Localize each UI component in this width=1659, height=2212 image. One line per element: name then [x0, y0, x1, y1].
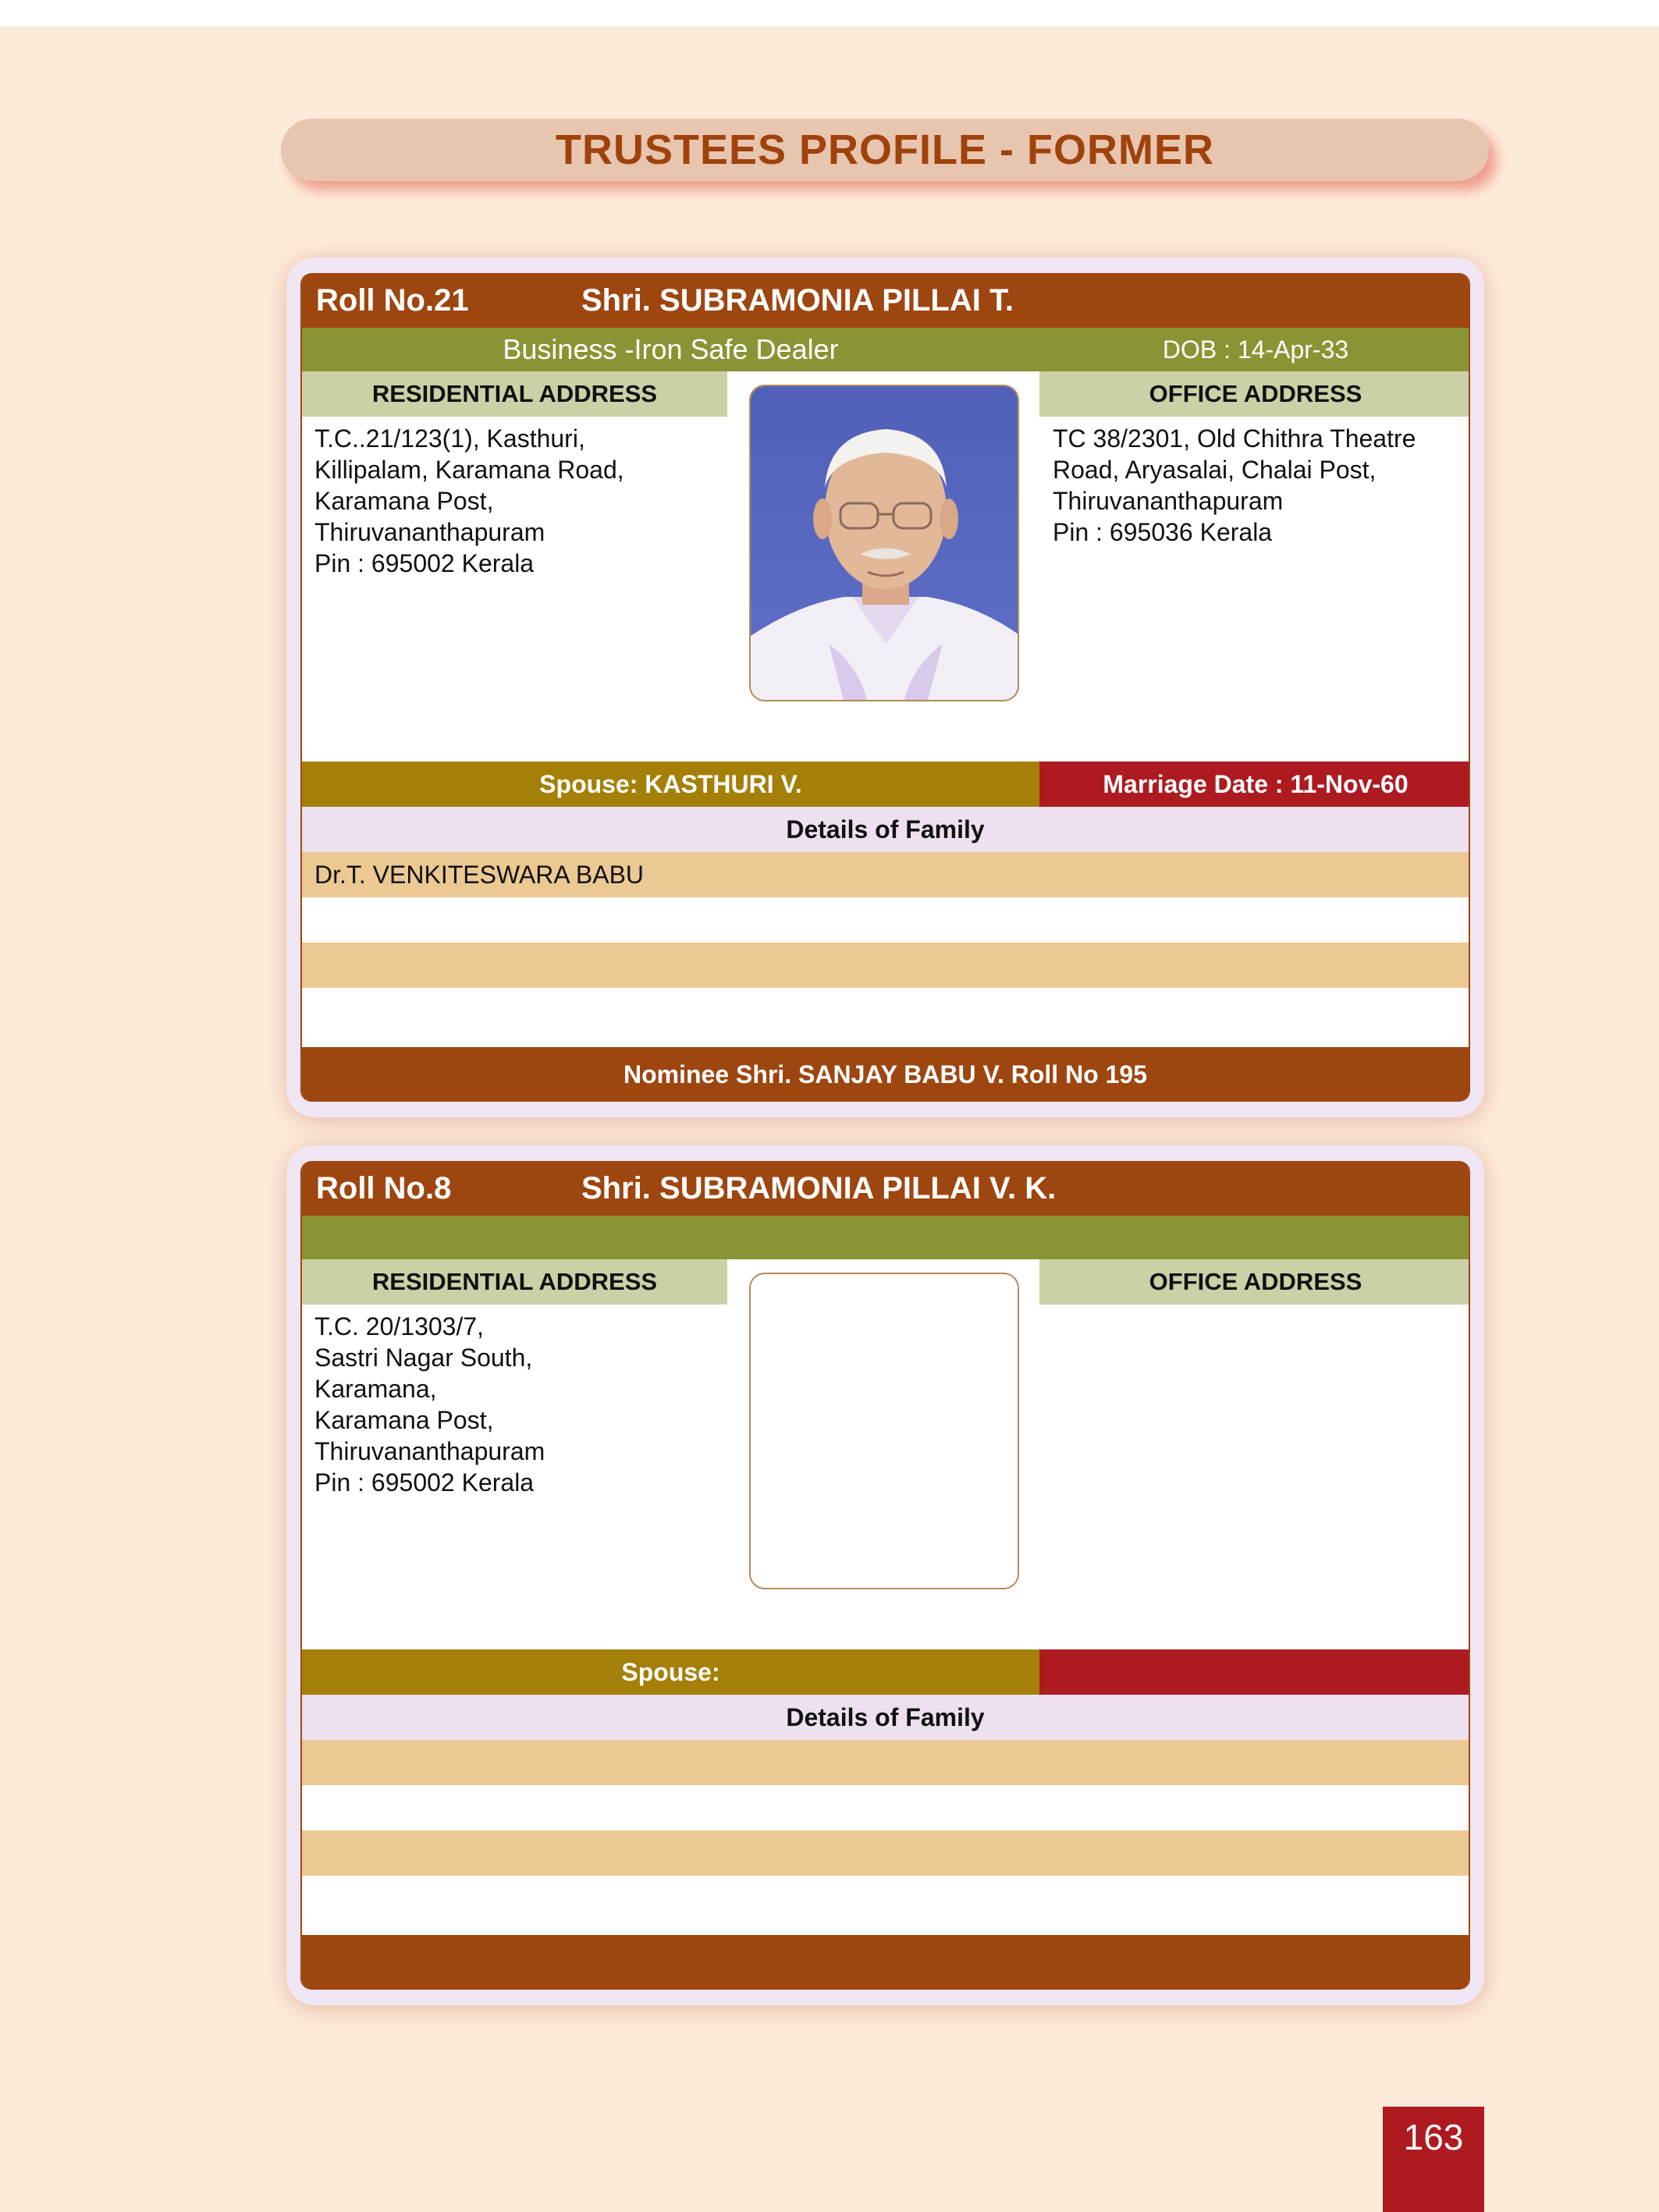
family-member: Dr.T. VENKITESWARA BABU	[302, 852, 1469, 897]
occupation-bar	[302, 1216, 1469, 1259]
occupation: Business -Iron Safe Dealer	[503, 333, 839, 365]
office-address	[1053, 423, 1466, 548]
spouse: Spouse: KASTHURI V.	[302, 762, 1039, 807]
address-line: Sastri Nagar South,	[314, 1344, 533, 1372]
marriage-date	[1039, 1649, 1470, 1695]
trustee-card-body	[300, 1161, 1470, 1990]
roll-bar	[302, 1161, 1469, 1216]
top-strip	[0, 0, 1659, 27]
family-heading: Details of Family	[302, 807, 1469, 852]
roll-bar	[302, 273, 1469, 328]
trustee-name: Shri. SUBRAMONIA PILLAI T.	[581, 283, 1014, 318]
office-address-heading: OFFICE ADDRESS	[1039, 1259, 1470, 1305]
address-line: Pin : 695036 Kerala	[1053, 518, 1273, 546]
address-line: TC 38/2301, Old Chithra Theatre	[1053, 424, 1416, 453]
family-heading: Details of Family	[302, 1695, 1469, 1740]
address-line: Thiruvananthapuram	[314, 518, 545, 546]
family-member	[302, 1740, 1469, 1785]
family-member	[302, 1830, 1469, 1876]
residential-address	[314, 423, 720, 579]
residential-address-heading: RESIDENTIAL ADDRESS	[302, 371, 727, 417]
trustee-name: Shri. SUBRAMONIA PILLAI V. K.	[581, 1171, 1057, 1205]
address-line: Karamana,	[314, 1375, 437, 1403]
nominee-bar	[302, 1935, 1469, 1990]
date-of-birth: DOB : 14-Apr-33	[1162, 336, 1349, 364]
roll-number: Roll No.21	[316, 283, 469, 318]
family-member	[302, 988, 1469, 1033]
address-line: Karamana Post,	[314, 1406, 494, 1434]
trustee-card-body	[300, 273, 1470, 1102]
page-number: 163	[1383, 2107, 1484, 2212]
trustee-photo	[749, 385, 1019, 701]
occupation-bar	[302, 328, 1469, 371]
family-member	[302, 897, 1469, 943]
marriage-date: Marriage Date : 11-Nov-60	[1039, 762, 1470, 807]
address-line: T.C. 20/1303/7,	[314, 1312, 485, 1340]
address-line: Road, Aryasalai, Chalai Post,	[1053, 456, 1377, 484]
address-line: Pin : 695002 Kerala	[314, 1468, 535, 1497]
portrait-image	[751, 386, 1019, 701]
family-member	[302, 943, 1469, 988]
address-line: T.C..21/123(1), Kasthuri,	[314, 424, 585, 453]
address-line: Killipalam, Karamana Road,	[314, 456, 624, 484]
address-line: Pin : 695002 Kerala	[314, 549, 535, 577]
trustee-card	[286, 1145, 1484, 2005]
residential-address	[314, 1311, 720, 1498]
address-line: Thiruvananthapuram	[314, 1437, 545, 1465]
nominee-bar: Nominee Shri. SANJAY BABU V. Roll No 195	[302, 1047, 1469, 1102]
office-address-heading: OFFICE ADDRESS	[1039, 371, 1470, 417]
address-line: Thiruvananthapuram	[1053, 487, 1284, 515]
page-title: TRUSTEES PROFILE - FORMER	[281, 119, 1489, 181]
residential-address-heading: RESIDENTIAL ADDRESS	[302, 1259, 727, 1305]
trustee-card	[286, 257, 1484, 1117]
spouse-bar	[302, 762, 1469, 807]
family-member	[302, 1876, 1469, 1921]
roll-number: Roll No.8	[316, 1171, 452, 1205]
family-member	[302, 1785, 1469, 1830]
trustee-photo-placeholder	[749, 1273, 1019, 1589]
spouse-bar	[302, 1649, 1469, 1695]
address-line: Karamana Post,	[314, 487, 494, 515]
spouse: Spouse:	[302, 1649, 1039, 1695]
